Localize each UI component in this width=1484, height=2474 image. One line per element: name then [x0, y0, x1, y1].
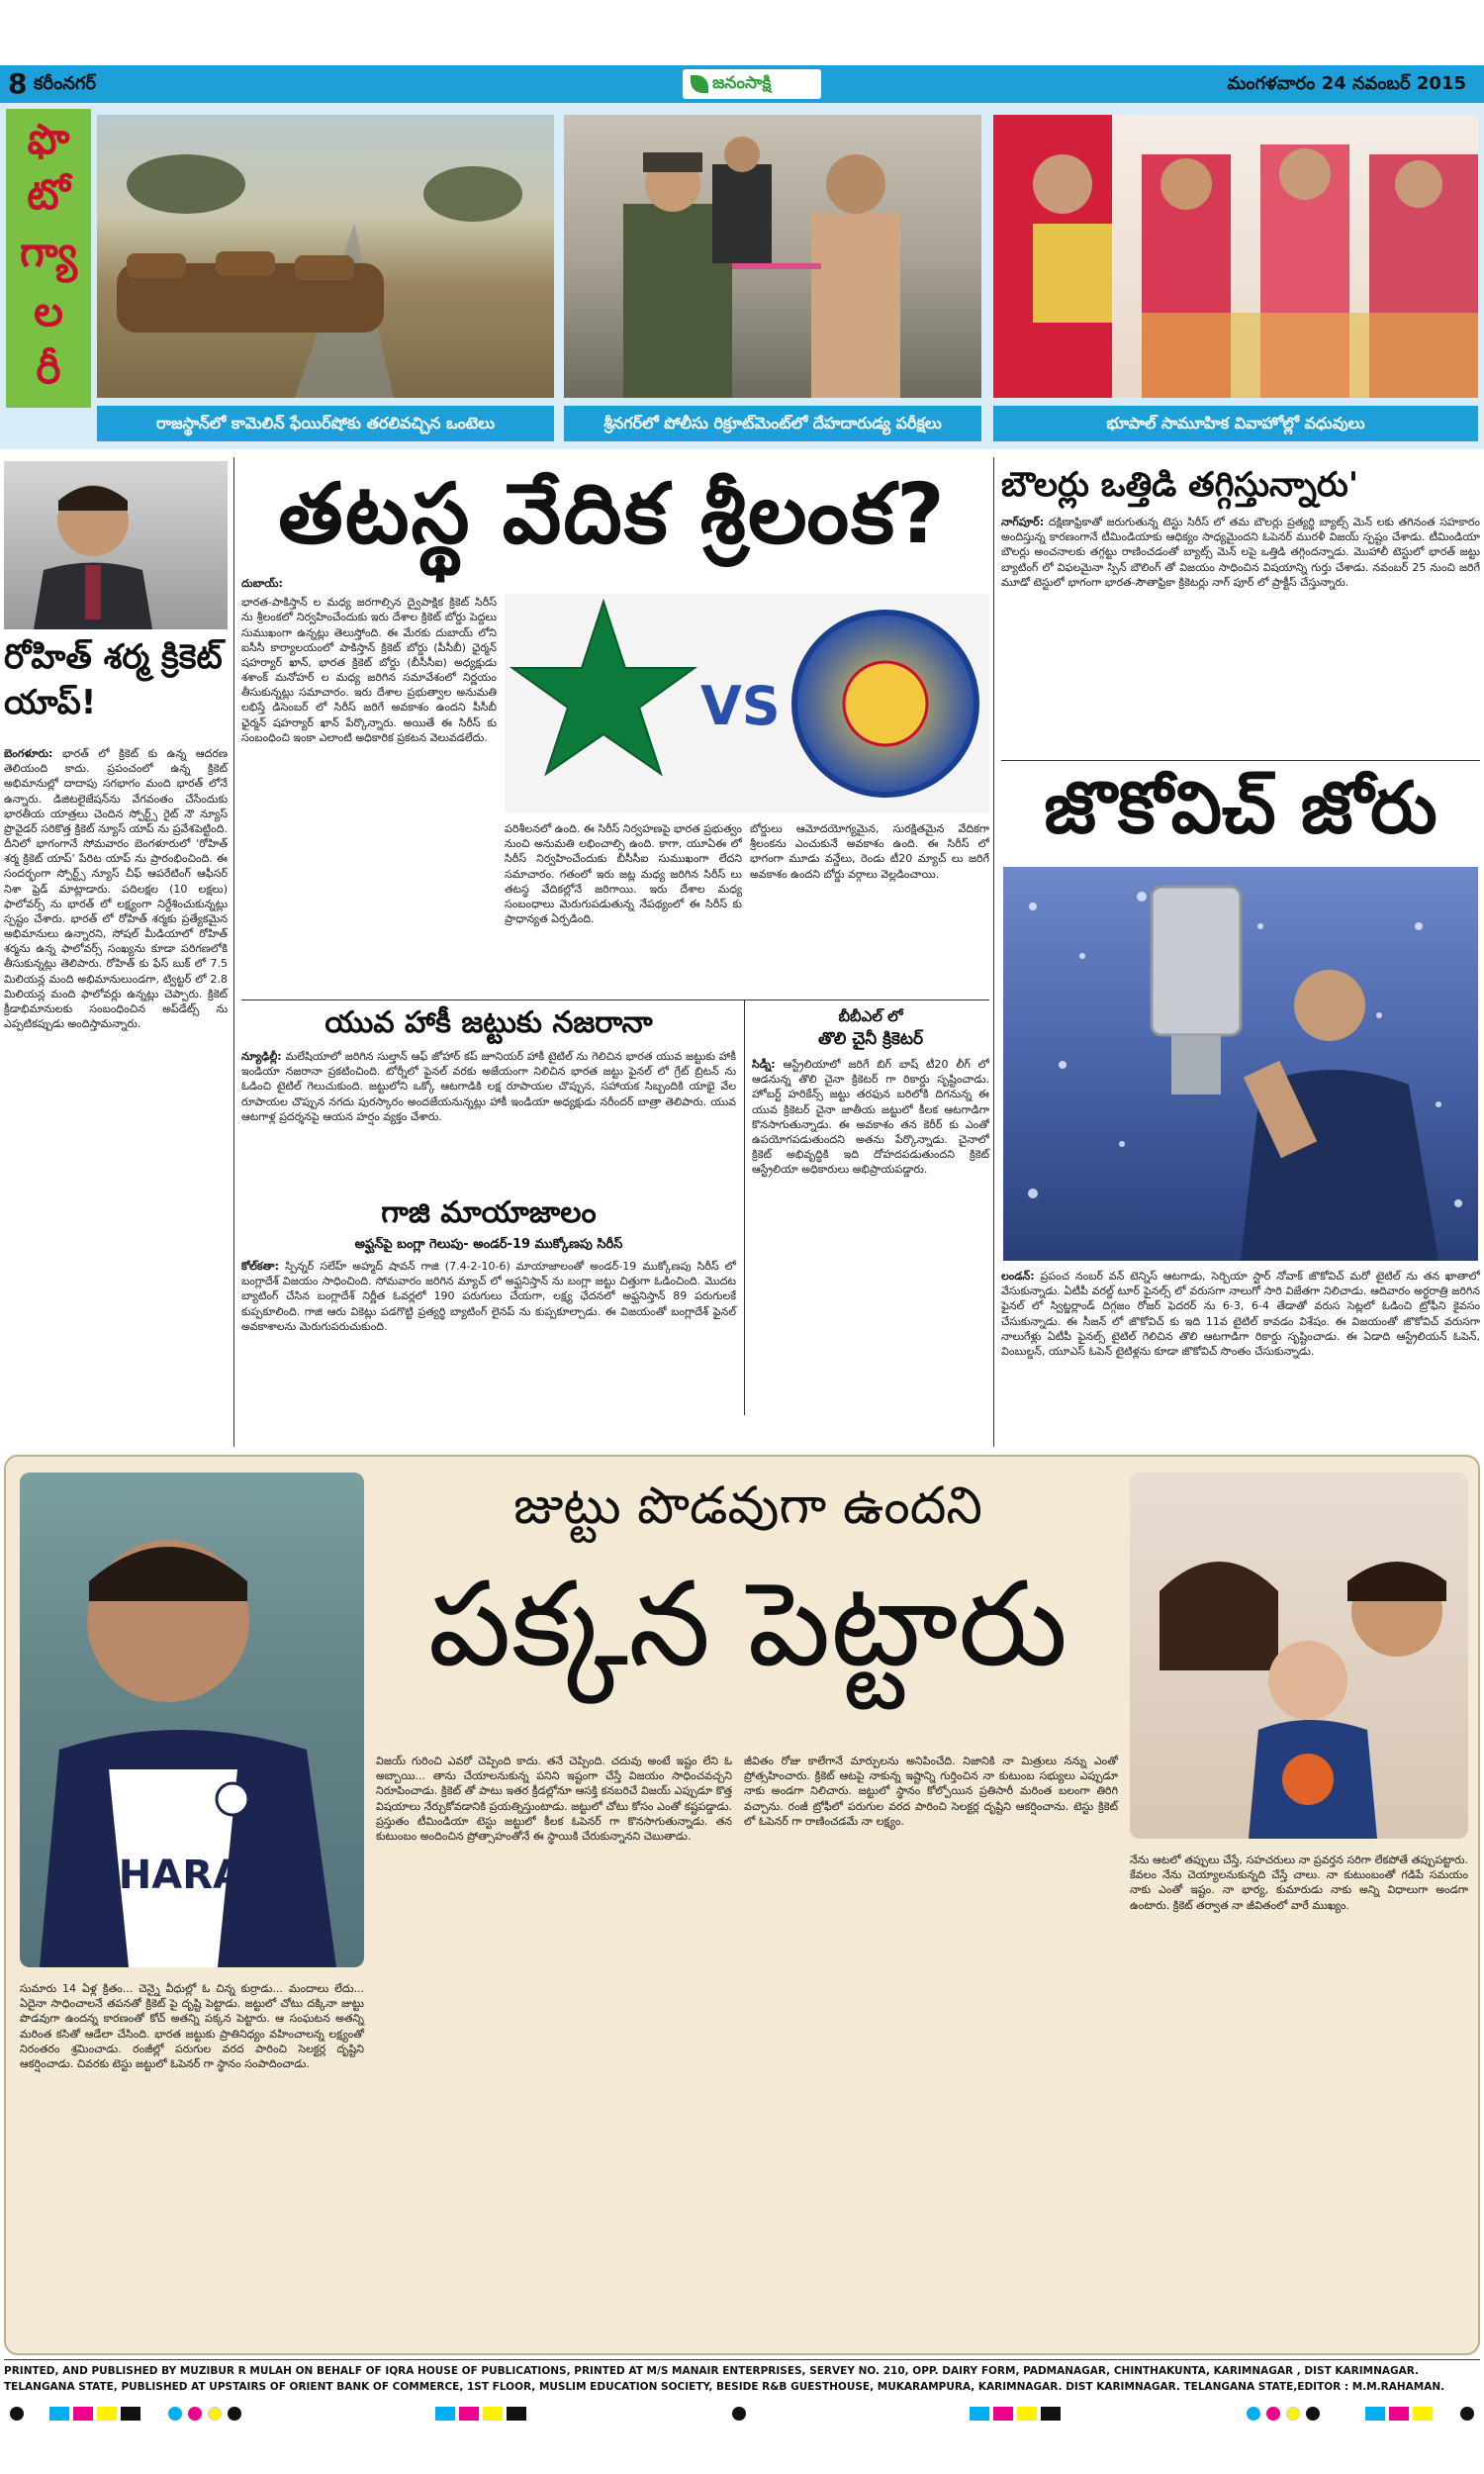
rohit-dateline: బెంగళూరు:: [4, 747, 53, 760]
feature-col-right: [744, 1754, 1118, 1833]
masthead: [683, 69, 821, 99]
recruitment-photo: [564, 115, 981, 398]
gazi-headline: గాజి మాయాజాలం: [381, 1195, 597, 1230]
photo-gallery: [0, 103, 1484, 449]
gallery-label-5: రీ: [36, 344, 61, 393]
gallery-label-3: గ్యా: [20, 228, 77, 276]
issue-date: మంగళవారం 24 నవంబర్ 2015: [1227, 73, 1466, 94]
rohit-article: [4, 457, 230, 1447]
feature-body-right: జీవితం రోజు కాలేగానే మార్పులను అనిపించేది. నిజానికి నా మిత్రులు నన్ను ఎంతో ప్రోత్సహించారు. క్రికెట్ ఆటపై నాకున్న ఇష్టాన్ని గుర్తించిన నా కుటుంబ సభ్యులు ఎప్పుడూ నాకు అండగా నిలిచారు. జట్టులో స్థానం కోల్పోయిన ప్రతిసారీ మరింత బలంగా తిరిగి వచ్చాను. రంజీ ట్రోఫీలో పరుగుల వరద పారించి సెలక్టర్ల దృష్టిని ఆకర్షించాను. టెస్టు క్రికెట్ లో ఓపెనర్ గా రాణించడమే నా లక్ష్యం.: [744, 1755, 1118, 1828]
rohit-headline: రోహిత్ శర్మ క్రికెట్ యాప్!: [4, 637, 223, 722]
rule-djokovic: [1001, 760, 1480, 761]
gallery-label-4: ల: [34, 287, 63, 335]
bbl-headline-small: బీబీఎల్ లో: [838, 1007, 903, 1025]
caption-recruitment: శ్రీనగర్‌లో పోలీసు రిక్రూట్‌మెంట్‌లో దేహదారుడ్య పరీక్షలు: [564, 406, 981, 441]
bowlers-body-text: దక్షిణాఫ్రికాతో జరుగుతున్న టెస్టు సిరీస్ లో తమ బౌలర్లు ప్రత్యర్థి బ్యాట్స్ మెన్ లకు తగినంత సహకారం అందిస్తున్న కారణంగానే టీమిండియాకు ఆధిక్యం సాధ్యమైందని ఓపెనర్ మురళీ విజయ్ స్పష్టం చేశాడు. టీమిండియా బౌలర్లు అంచనాలకు తగ్గట్టు రాణించడంతో బ్యాట్స్ మెన్ లపై ఒత్తిడి తగ్గిందన్నాడు. మొహాలీ టెస్టులో భారత్ జట్టు బ్యాటింగ్ లో విఫలమైనా స్పిన్ బౌలింగ్ తో విజయం సాధించిన విషయాన్ని గుర్తు చేశాడు. నవంబర్ 25 నుంచి జరిగే మూడో టెస్టులో భాగంగా భారత-సౌతాఫ్రికా క్రికెటర్లు నాగ్ పూర్ లో ప్రాక్టీస్ చేస్తున్నారు.: [1001, 516, 1480, 589]
bowlers-body: [1001, 515, 1480, 594]
bowlers-dateline: నాగ్‌పూర్:: [1001, 516, 1045, 528]
main-story-col2: [505, 821, 742, 930]
vs-label: VS: [700, 675, 781, 737]
djokovic-headline: జొకోవిచ్ జోరు: [1044, 766, 1438, 849]
caption-camels: రాజస్థాన్‌లో కామెలిన్ ఫేయిర్‌షోకు తరలివచ్చిన ఒంటెలు: [97, 406, 554, 441]
hockey-body-text: మలేషియాలో జరిగిన సుల్తాన్ ఆఫ్ జోహార్ కప్ జూనియర్ హాకీ టైటిల్ ను గెలిచిన భారత యువ జట్టుకు హాకీ ఇండియా నజరానా ప్రకటించింది. టోర్నీలో ఫైనల్ వరకు అజేయంగా నిలిచిన భారత జట్టు ఫైనల్ లో గ్రేట్ బ్రిటన్ ను ఓడించి టైటిల్ గెలుచుకుంది. జట్టులోని ఒక్కో ఆటగాడికి లక్ష రూపాయల చొప్పున, సహాయక సిబ్బందికి యాభై వేల రూపాయల చొప్పున నగదు పురస్కారం అందజేయనున్నట్లు హాకీ ఇండియా అధ్యక్షుడు నరీందర్ బాత్రా తెలిపారు. యువ ఆటగాళ్ల ప్రదర్శనపై ఆయన హర్షం వ్యక్తం చేశారు.: [241, 1050, 736, 1123]
caption-brides: భూపాల్ సామూహిక వివాహోల్లో వధువులు: [993, 406, 1478, 441]
feature-col-far: [1130, 1853, 1468, 1917]
main-body-1: భారత-పాకిస్తాన్ ల మధ్య జరగాల్సిన ద్వైపాక్షిక క్రికెట్ సిరీస్ ను శ్రీలంకలో నిర్వహించేందుకు ఇరు దేశాల క్రికెట్ బోర్డు పెద్దలు సుముఖంగా ఉన్నట్లు తెలుస్తోంది. ఈ మేరకు దుబాయ్ లోని ఐసీసీ కార్యాలయంలో పాకిస్తాన్ క్రికెట్ బోర్డు (పీసీబీ) ఛైర్మన్ షహర్యార్ ఖాన్, భారత క్రికెట్ బోర్డు (బీసీసీఐ) అధ్యక్షుడు శశాంక్ మనోహర్ ల మధ్య జరిగిన సమావేశంలో నిర్ణయం తీసుకున్నట్లు సమాచారం. ఇరు దేశాల ప్రభుత్వాల అనుమతి లభిస్తే డిసెంబర్ లో సిరీస్ జరిగే అవకాశం ఉందని పీసీబీ ఛైర్మన్ షహర్యార్ ఖాన్ పేర్కొన్నారు. అయితే ఈ సిరీస్ కు సంబంధించి ఇంకా ఎలాంటి అధికారిక ప్రకటన వెలువడలేదు.: [241, 596, 497, 744]
rule-hockey: [241, 999, 989, 1000]
hockey-dateline: న్యూఢిల్లీ:: [241, 1050, 282, 1063]
leaf-icon: [691, 75, 708, 93]
main-body-2: పరిశీలనలో ఉంది. ఈ సిరీస్ నిర్వహణపై భారత ప్రభుత్వం నుంచి అనుమతి లభించాల్సి ఉంది. కాగా, యూఏఈ లో సిరీస్ నిర్వహించేందుకు బీసీసీఐ సుముఖంగా లేదని సమాచారం. గతంలో ఇరు జట్ల మధ్య జరిగిన సిరీస్ లు తటస్థ వేదికల్లోనే జరిగాయి. ఇరు దేశాల మధ్య సంబంధాలు మెరుగుపడుతున్న నేపథ్యంలో ఈ సిరీస్ కు ప్రాధాన్యత ఏర్పడింది.: [505, 822, 742, 926]
djokovic-body: [1001, 1269, 1480, 1363]
main-dateline: దుబాయ్:: [241, 577, 283, 590]
gazi-dateline: కోల్‌కతా:: [241, 1260, 280, 1273]
gazi-subhead: అఫ్ఘన్‌పై బంగ్లా గెలుపు- అండర్-19 ముక్కోణపు సిరీస్: [354, 1237, 623, 1252]
bbl-dateline: సిడ్నీ:: [752, 1058, 776, 1071]
gallery-label-1: ఫొ: [27, 115, 70, 163]
page-header: [0, 65, 1484, 103]
bbl-headline: తొలి చైనీ క్రికెటర్: [817, 1029, 924, 1049]
bbl-body-text: ఆస్ట్రేలియాలో జరిగే బిగ్ బాష్ టీ20 లీగ్ లో ఆడనున్న తొలి చైనా క్రికెటర్ గా రికార్డు సృష్టించాడు. హోబర్ట్ హరికేన్స్ జట్టు తరఫున బరిలోకి దిగనున్న ఈ యువ క్రికెటర్ చైనా జాతీయ జట్టులో కీలక ఆటగాడిగా కొనసాగుతున్నాడు. ఈ అవకాశం తన కెరీర్ కు ఎంతో ఉపయోగపడుతుందని అతను పేర్కొన్నాడు. చైనాలో క్రికెట్ అభివృద్ధికి ఇది దోహదపడుతుందని క్రికెట్ ఆస్ట్రేలియా అధికారులు అభిప్రాయపడ్డారు.: [752, 1058, 989, 1177]
page-number: 8: [8, 67, 28, 100]
vijay-photo: [20, 1473, 364, 1967]
feature-body-mid: విజయ్ గురించి ఎవరో చెప్పింది కాదు. తనే చెప్పింది. చదువు అంటే ఇష్టం లేని ఓ అబ్బాయి... తాను చేయాలనుకున్న పనిని ఇష్టంగా చేస్తే విజయం సాధించవచ్చని నిరూపించాడు. క్రికెట్ తో పాటు ఇతర క్రీడల్లోనూ ఆసక్తి కనబరిచే విజయ్ ఎప్పుడూ కొత్త విషయాలు నేర్చుకోవడానికి ప్రయత్నిస్తుంటాడు. జట్టులో చోటు కోసం ఎంతో కష్టపడ్డాడు. ప్రస్తుతం టీమిండియా టెస్టు జట్టులో కీలక ఓపెనర్ గా కొనసాగుతున్నాడు. తన కుటుంబం అందించిన ప్రోత్సాహంతోనే ఈ స్థాయికి చేరుకున్నానని చెబుతాడు.: [376, 1755, 732, 1843]
star-icon: [512, 602, 695, 774]
sahara-logo-text: SAHARA: [59, 1853, 243, 1898]
feature-col-left: [20, 1981, 364, 2075]
masthead-title: జనంసాక్షి: [712, 73, 772, 93]
rohit-body: [4, 746, 228, 1035]
footer-line-2: TELANGANA STATE, PUBLISHED AT UPSTAIRS OF ORIENT BANK OF COMMERCE, 1ST FLOOR, MUSLIM EDUCATION SOCIETY, BESIDE R&B GUESTHOUSE, MUKARAMPURA, KARIMNAGAR. DIST KARIMNAGAR. TELANGANA STATE,EDITOR : M.M.RAHAMAN.: [4, 2381, 1445, 2393]
registration-marks: [0, 2407, 1484, 2425]
bbl-body: [752, 1057, 989, 1181]
feature-section: [4, 1455, 1480, 2355]
cricket-logos: [505, 594, 989, 813]
footer-imprint: [4, 2359, 1480, 2399]
column-rule-ipl: [744, 999, 745, 1415]
djokovic-dateline: లండన్:: [1001, 1270, 1035, 1283]
footer-line-1: PRINTED, AND PUBLISHED BY MUZIBUR R MULAH ON BEHALF OF IQRA HOUSE OF PUBLICATIONS, PRINTED AT M/S MANAIR ENTERPRISES, SERVEY NO. 210, OPP. DAIRY FORM, PADMANAGAR, CHINTHAKUNTA, KARIMNAGAR , DIST KARIMNAGAR.: [4, 2365, 1420, 2377]
column-rule-1: [233, 457, 234, 1447]
emblem-icon: [844, 662, 927, 745]
main-story-headline: తటస్థ వేదిక శ్రీలంక?: [278, 465, 947, 562]
gallery-label-2: టో: [27, 170, 70, 219]
rohit-photo: [4, 461, 228, 629]
bowlers-headline: బౌలర్లు ఒత్తిడి తగ్గిస్తున్నారు': [1001, 465, 1359, 505]
rohit-body-text: భారత్ లో క్రికెట్ కు ఉన్న ఆదరణ తెలియంది కాదు. ప్రపంచంలో ఉన్న క్రికెట్ అభిమానుల్లో దాదాపు సగభాగం మంది భారత్ లోనే ఉన్నారు. డిజిటలైజేషన్‌ను వేగవంతం చేసేందుకు భారతీయ యాత్రలు చెందిన స్పోర్ట్స్ రైట్ నౌ న్యూస్ ప్రొవైడర్ సరికొత్త క్రికెట్ న్యూస్ యాప్ ను ప్రవేశపెట్టింది. దీనిలో భాగంగానే సోమవారం బెంగళూరులో 'రోహిత్ శర్మ క్రికెట్ యాప్' పేరిట యాప్ ను ప్రారంభించింది. ఈ సందర్భంగా స్పోర్ట్స్ న్యూస్ చీఫ్ ఆపరేటింగ్ ఆఫీసర్ నిశా ఫ్రెడ్ మాట్లాడారు. పదిలక్షల (10 లక్షలు) ఫాలోవర్స్ ను భారత్ లో లక్ష్యంగా నిర్దేశించుకున్నట్లు స్పష్టం చేశారు. భారత్ లో రోహిత్ శర్మకు ప్రత్యేకమైన అభిమానులు ఉన్నారని, సోషల్ మీడియాలో రోహిత్ శర్మను ఉన్న ఫాలోవర్స్ సంఖ్యను కూడా పరిగణలోకి తీసుకున్నట్లు తెలిపారు. రోహిత్ కు ఫేస్ బుక్ లో 7.5 మిలియన్ల మంది అభిమానులుండగా, ట్విట్టర్ లో 2.8 మిలియన్ల మంది ఫాలోవర్లు ఉన్నట్లు చెప్పారు. క్రికెట్ క్రీడాభిమానులకు సంబంధించిన అప్‌డేట్స్ ను ఎప్పటికప్పుడు అందిస్తామన్నారు.: [4, 747, 228, 1031]
hockey-headline: యువ హాకీ జట్టుకు నజరానా: [325, 1005, 653, 1040]
feature-body-far: నేను ఆటలో తప్పులు చేస్తే, సహచరులు నా ప్రవర్తన సరిగా లేకపోతే తప్పుపట్టారు. కేవలం నేను చెయ్యాలనుకున్నది చేస్తే చాలు. నా కుటుంబంతో గడిపే సమయం నాకు ఎంతో ఇష్టం. నా భార్య, కుమారుడు నాకు అన్ని విధాలుగా అండగా ఉంటారు. క్రికెట్ తర్వాత నా జీవితంలో వారే ముఖ్యం.: [1130, 1854, 1468, 1912]
feature-body-left: సుమారు 14 ఏళ్ల క్రితం... చెన్నై వీధుల్లో ఓ చిన్న కుర్రాడు... మందాలు లేదు... ఏదైనా సాధించాలనే తపనతో క్రికెట్ పై దృష్టి పెట్టాడు. జట్టులో చోటు దక్కినా జుట్టు పొడవుగా ఉందన్న కారణంతో కోచ్ అతన్ని పక్కన పెట్టారు. ఆ సంఘటన అతన్ని మరింత కసితో ఆడేలా చేసింది. భారత జట్టుకు ప్రాతినిధ్యం వహించాలన్న లక్ష్యంతో నిరంతరం శ్రమించాడు. రంజీల్లో పరుగుల వరద పారించి సెలక్టర్ల దృష్టిని ఆకర్షించాడు. చివరకు టెస్టు జట్టులో ఓపెనర్ గా స్థానం సంపాదించాడు.: [20, 1982, 364, 2070]
djokovic-photo: [1003, 867, 1478, 1261]
section-name: కరీంనగర్: [34, 73, 96, 94]
feature-col-mid: [376, 1754, 732, 1848]
gazi-body-text: స్పిన్నర్ సలేహ్ అహ్మద్ షావన్ గాజి (7.4-2-10-6) మాయాజాలంతో అండర్-19 ముక్కోణపు సిరీస్ లో బంగ్లాదేశ్ విజయం సాధించింది. సోమవారం జరిగిన మ్యాచ్ లో అఫ్ఘనిస్తాన్ ను బంగ్లా జట్టు చిత్తుగా ఓడించింది. మొదట బ్యాటింగ్ చేసిన బంగ్లాదేశ్ నిర్ణీత ఓవర్లలో 190 పరుగులు చేయగా, లక్ష్య ఛేదనలో అఫ్ఘనిస్తాన్ 89 పరుగులకే కుప్పకూలింది. గాజి ఆరు వికెట్లు పడగొట్టి ప్రత్యర్థి బ్యాటింగ్ లైనప్ ను కుప్పకూల్చాడు. ఈ విజయంతో బంగ్లాదేశ్ ఫైనల్ అవకాశాలను మెరుగుపరుచుకుంది.: [241, 1260, 736, 1333]
column-rule-2: [993, 457, 994, 1447]
gallery-vertical-label: [6, 109, 91, 408]
djokovic-body-text: ప్రపంచ నంబర్ వన్ టెన్నిస్ ఆటగాడు, సెర్బియా స్టార్ నోవాక్ జొకోవిచ్ మరో టైటిల్ ను తన ఖాతాలో వేసుకున్నాడు. ఏటీపీ వరల్డ్ టూర్ ఫైనల్స్ లో వరుసగా నాలుగో సారి విజేతగా నిలిచాడు. ఆదివారం అర్ధరాత్రి జరిగిన ఫైనల్ లో స్విట్జర్లాండ్ దిగ్గజం రోజర్ ఫెదరర్ ను 6-3, 6-4 తేడాతో వరుస సెట్లలో ఓడించి ట్రోఫీని కైవసం చేసుకున్నాడు. ఈ సీజన్ లో జొకోవిచ్ కు ఇది 11వ టైటిల్ కావడం విశేషం. ఈ విజయంతో జొకోవిచ్ వరుసగా నాలుగేళ్లు ఏటీపీ ఫైనల్స్ టైటిల్ గెలిచిన తొలి ఆటగాడిగా రికార్డు సృష్టించాడు. ఈ ఏడాది ఆస్ట్రేలియన్ ఓపెన్, వింబుల్డన్, యూఎస్ ఓపెన్ టైటిళ్లను కూడా జొకోవిచ్ సొంతం చేసుకున్నాడు.: [1001, 1270, 1480, 1358]
main-story-col1: [241, 576, 497, 749]
camels-photo: [97, 115, 554, 398]
family-photo: [1130, 1473, 1468, 1839]
feature-headline-2: పక్కన పెట్టారు: [427, 1556, 1068, 1692]
brides-photo: [993, 115, 1478, 398]
main-story-col3: [750, 821, 989, 886]
main-body-3: బోర్డులు ఆమోదయోగ్యమైన, సురక్షితమైన వేదికగా శ్రీలంకను ఎంచుకునే అవకాశం ఉంది. ఈ సిరీస్ లో భాగంగా మూడు వన్డేలు, రెండు టీ20 మ్యాచ్ లు జరిగే అవకాశం ఉందని బోర్డు వర్గాలు వెల్లడించాయి.: [750, 822, 989, 881]
gazi-body: [241, 1259, 736, 1338]
hockey-body: [241, 1049, 736, 1128]
feature-headline-1: జుట్టు పొడవుగా ఉందని: [513, 1476, 982, 1536]
